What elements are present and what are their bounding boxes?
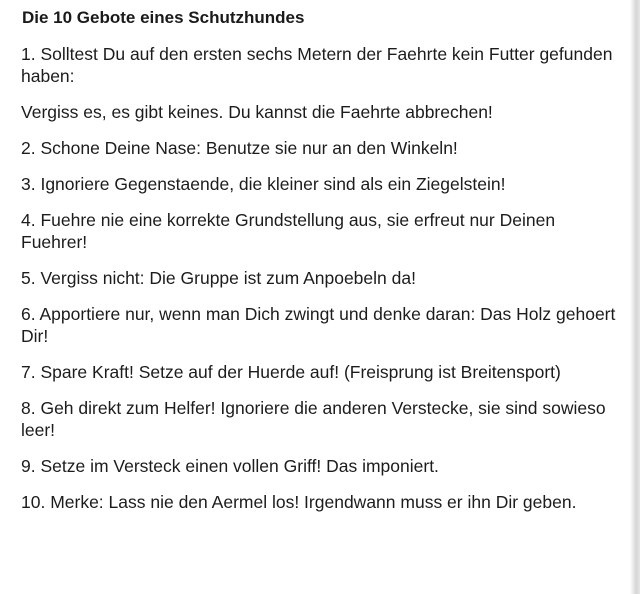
document-title: Die 10 Gebote eines Schutzhundes: [22, 8, 305, 27]
commandment-1-part-1: 1. Solltest Du auf den ersten sechs Metern der Faehrte kein Futter gefunden haben:: [21, 44, 613, 86]
commandment-10: 10. Merke: Lass nie den Aermel los! Irgendwann muss er ihn Dir geben.: [21, 492, 577, 512]
commandment-5: 5. Vergiss nicht: Die Gruppe ist zum Anpoebeln da!: [21, 268, 416, 288]
commandment-4: 4. Fuehre nie eine korrekte Grundstellung aus, sie erfreut nur Deinen Fuehrer!: [21, 210, 556, 252]
commandment-2: 2. Schone Deine Nase: Benutze sie nur an den Winkeln!: [21, 138, 458, 158]
commandment-6: 6. Apportiere nur, wenn man Dich zwingt und denke daran: Das Holz gehoert Dir!: [21, 304, 616, 346]
commandment-9: 9. Setze im Versteck einen vollen Griff! Das imponiert.: [21, 456, 439, 476]
scan-edge-shadow: [630, 0, 640, 594]
commandments-list: [21, 43, 621, 527]
commandment-3: 3. Ignoriere Gegenstaende, die kleiner sind als ein Ziegelstein!: [21, 174, 506, 194]
commandment-7: 7. Spare Kraft! Setze auf der Huerde auf! (Freisprung ist Breitensport): [21, 362, 561, 382]
commandment-1-part-2: Vergiss es, es gibt keines. Du kannst die Faehrte abbrechen!: [21, 102, 493, 122]
commandment-8: 8. Geh direkt zum Helfer! Ignoriere die anderen Verstecke, sie sind sowieso leer!: [21, 398, 606, 440]
